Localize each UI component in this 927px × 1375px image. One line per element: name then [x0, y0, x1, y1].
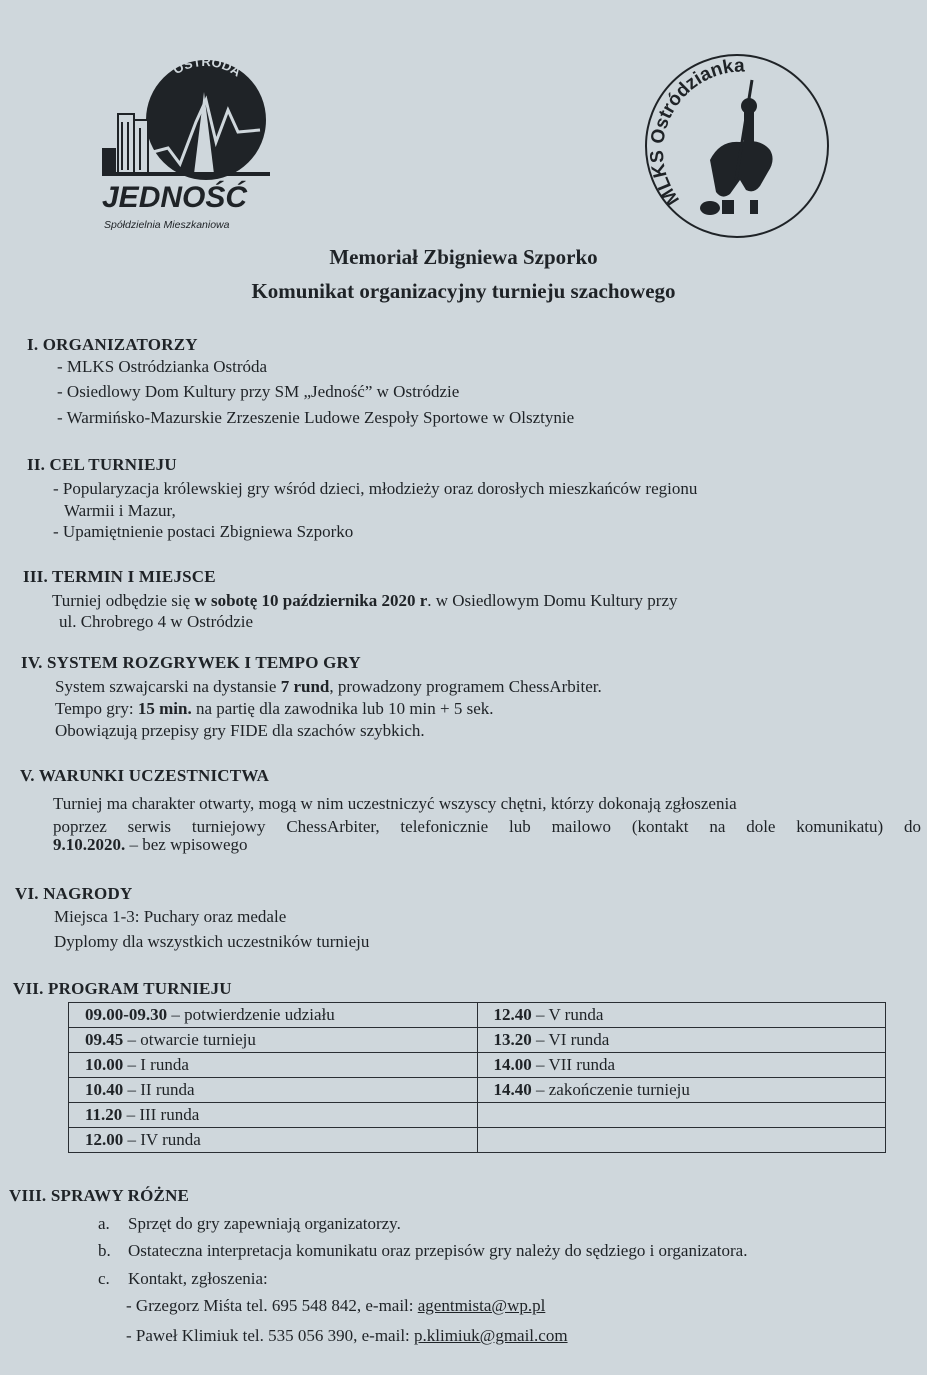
misc-item: Ostateczna interpretacja komunikatu oraz przepisów gry należy do sędziego i organizatora.: [128, 1241, 748, 1260]
table-row: [69, 1103, 886, 1128]
program-cell: 10.00 – I runda: [69, 1053, 478, 1078]
conditions-deadline: 9.10.2020. – bez wpisowego: [53, 835, 248, 854]
misc-item: Kontakt, zgłoszenia:: [128, 1269, 268, 1288]
conditions-line: poprzez serwis turniejowy ChessArbiter, telefonicznie lub mailowo (kontakt na dole komunikatu) do: [53, 817, 921, 836]
conditions-line: Turniej ma charakter otwarty, mogą w nim uczestniczyć wszyscy chętni, którzy dokonają zgłoszenia: [53, 794, 737, 813]
system-line: System szwajcarski na dystansie 7 rund, prowadzony programem ChessArbiter.: [55, 677, 602, 696]
prizes-line: Miejsca 1-3: Puchary oraz medale: [54, 907, 287, 926]
program-cell: 14.40 – zakończenie turnieju: [477, 1078, 886, 1103]
knight-icon: [700, 80, 773, 215]
goal-item: - Popularyzacja królewskiej gry wśród dzieci, młodzieży oraz dorosłych mieszkańców regionu: [53, 479, 698, 498]
jednosc-logo: [98, 52, 288, 242]
section-heading-system: IV. SYSTEM ROZGRYWEK I TEMPO GRY: [21, 653, 361, 672]
program-table: [68, 1002, 886, 1153]
svg-text:OSTRÓDA: OSTRÓDA: [170, 53, 244, 80]
table-row: [69, 1003, 886, 1028]
section-heading-program: VII. PROGRAM TURNIEJU: [13, 979, 232, 998]
list-marker: b.: [98, 1241, 111, 1260]
prizes-line: Dyplomy dla wszystkich uczestników turnieju: [54, 932, 370, 951]
contact-line: - Paweł Klimiuk tel. 535 056 390, e-mail: p.klimiuk@gmail.com: [126, 1326, 568, 1345]
program-cell: 09.00-09.30 – potwierdzenie udziału: [69, 1003, 478, 1028]
svg-text:Spółdzielnia Mieszkaniowa: Spółdzielnia Mieszkaniowa: [104, 219, 230, 231]
program-cell: [477, 1103, 886, 1128]
program-cell: 09.45 – otwarcie turnieju: [69, 1028, 478, 1053]
goal-item: - Upamiętnienie postaci Zbigniewa Szporko: [53, 522, 354, 541]
table-row: [69, 1078, 886, 1103]
document-title: Memoriał Zbigniewa Szporko: [329, 245, 598, 269]
table-row: [69, 1128, 886, 1153]
email-link[interactable]: agentmista@wp.pl: [417, 1296, 546, 1315]
section-heading-prizes: VI. NAGRODY: [15, 884, 133, 903]
tempo-line: Tempo gry: 15 min. na partię dla zawodnika lub 10 min + 5 sek.: [55, 699, 494, 718]
program-cell: 13.20 – VI runda: [477, 1028, 886, 1053]
program-cell: 14.00 – VII runda: [477, 1053, 886, 1078]
ostrodzianka-logo: [640, 50, 835, 245]
organizer-item: - Osiedlowy Dom Kultury przy SM „Jedność” w Ostródzie: [57, 382, 460, 401]
section-heading-misc: VIII. SPRAWY RÓŻNE: [9, 1186, 190, 1205]
svg-text:MLKS Ostródzianka: MLKS Ostródzianka: [646, 55, 745, 209]
organizer-item: - MLKS Ostródzianka Ostróda: [57, 357, 268, 376]
svg-text:JEDNOŚĆ: JEDNOŚĆ: [102, 181, 248, 214]
goal-item: Warmii i Mazur,: [64, 501, 176, 520]
organizer-item: - Warmińsko-Mazurskie Zrzeszenie Ludowe Zespoły Sportowe w Olsztynie: [57, 408, 575, 427]
address-line: ul. Chrobrego 4 w Ostródzie: [59, 612, 254, 631]
contact-line: - Grzegorz Miśta tel. 695 548 842, e-mail: agentmista@wp.pl: [126, 1296, 546, 1315]
program-cell: 12.40 – V runda: [477, 1003, 886, 1028]
program-cell: 12.00 – IV runda: [69, 1128, 478, 1153]
email-link[interactable]: p.klimiuk@gmail.com: [414, 1326, 568, 1345]
program-cell: 10.40 – II runda: [69, 1078, 478, 1103]
program-cell: [477, 1128, 886, 1153]
table-row: [69, 1053, 886, 1078]
date-place-line: Turniej odbędzie się w sobotę 10 października 2020 r. w Osiedlowym Domu Kultury przy: [52, 591, 678, 610]
rules-line: Obowiązują przepisy gry FIDE dla szachów szybkich.: [55, 721, 425, 740]
table-row: [69, 1028, 886, 1053]
section-heading-date-place: III. TERMIN I MIEJSCE: [23, 567, 216, 586]
program-cell: 11.20 – III runda: [69, 1103, 478, 1128]
section-heading-conditions: V. WARUNKI UCZESTNICTWA: [20, 766, 270, 785]
misc-item: Sprzęt do gry zapewniają organizatorzy.: [128, 1214, 401, 1233]
list-marker: a.: [98, 1214, 110, 1233]
section-heading-organizers: I. ORGANIZATORZY: [27, 335, 198, 354]
section-heading-goal: II. CEL TURNIEJU: [27, 455, 177, 474]
document-subtitle: Komunikat organizacyjny turnieju szachowego: [251, 279, 676, 303]
list-marker: c.: [98, 1269, 110, 1288]
